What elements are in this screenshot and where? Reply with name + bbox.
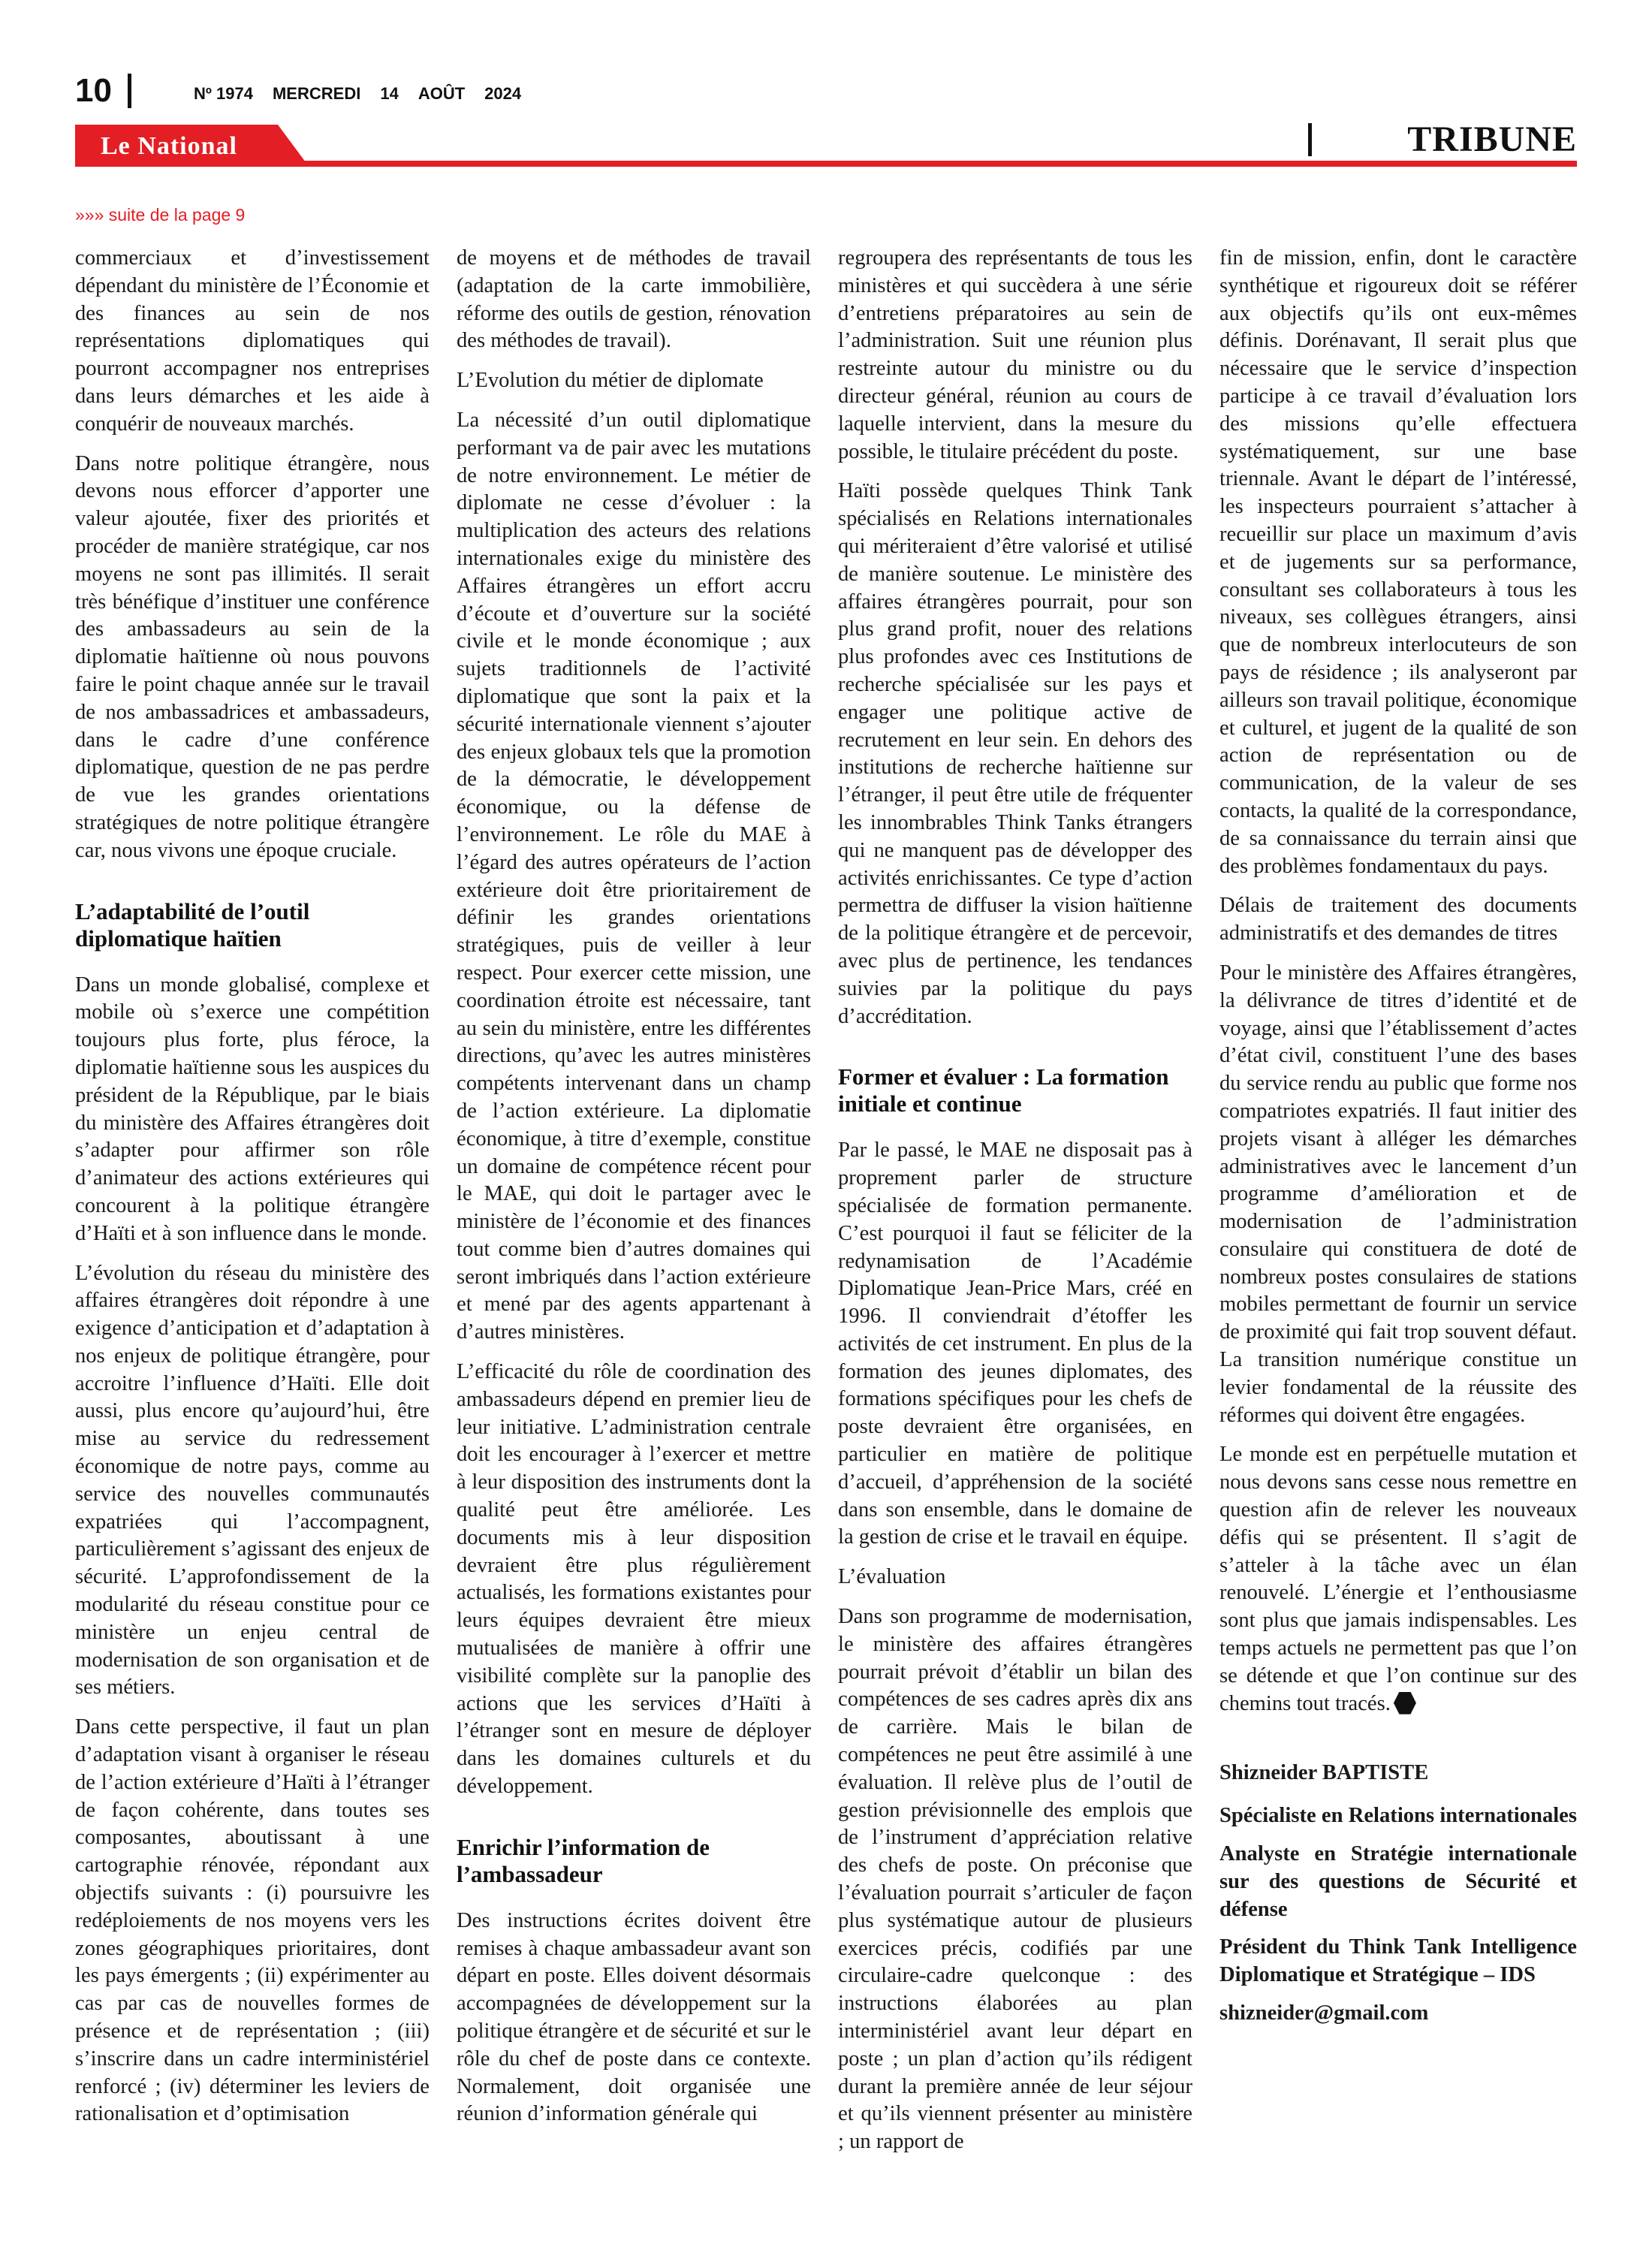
paragraph: Des instructions écrites doivent être remises à chaque ambassadeur avant son départ en poste. Elles doivent désormais accompagnées de développement sur la politique étrangère et de sécurité et sur le rôle du chef de poste dans ce contexte. Normalement, doit organisée une réunion d’information générale qui [457,1908,811,2126]
paragraph: commerciaux et d’investissement dépendant du ministère de l’Économie et des finances au sein de nos représentations diplomatiques qui pourront accompagner nos entreprises dans leurs démarches et les aide à conquérir de nouveaux marchés. [75,246,430,436]
subheading: L’adaptabilité de l’outil diplomatique haïtien [75,897,310,952]
column-3 [838,245,1192,2168]
section-divider [1308,123,1312,156]
paragraph: Dans un monde globalisé, complexe et mobile où s’exerce une compétition toujours plus forte, plus féroce, la diplomatie haïtienne sous les auspices du président de la République, par le biais du ministère des Affaires étrangères doit s’adapter pour affirmer son rôle d’animateur des actions extérieures qui concourent à la politique étrangère d’Haïti et à son influence dans le monde. [75,973,430,1245]
author-email: shizneider@gmail.com [1219,2001,1429,2025]
page-number: 10 [75,72,112,109]
subheading: Former et évaluer : La formation initiale et continue [838,1063,1169,1117]
author-name: Shizneider BAPTISTE [1219,1761,1429,1785]
end-of-article-icon [1394,1692,1416,1715]
issue-line [194,84,541,104]
author-title: Président du Think Tank Intelligence Diplomatique et Stratégique – IDS [1219,1935,1577,1987]
paragraph: Pour le ministère des Affaires étrangères, la délivrance de titres d’identité et de voyage, ainsi que l’établissement d’actes d’état civil, constituent l’une des bases du service rendu au public que forme nos compatriotes expatriés. Il faut initier des projets visant à alléger les démarches administratives avec le lancement d’un programme d’amélioration et de modernisation de l’administration consulaire qui constituera de doté de nombreux postes consulaires de stations mobiles permettant de fournir un service de proximité qui fait trop souvent défaut. La transition numérique constitue un levier fondamental de la réussite des réformes qui doivent être engagées. [1219,961,1577,1427]
issue-number: Nº 1974 [194,84,253,103]
column-2 [457,245,811,2140]
author-title: Analyste en Stratégie internationale sur des questions de Sécurité et défense [1219,1842,1577,1921]
subheading: Enrichir l’information de l’ambassadeur [457,1833,710,1887]
paragraph [1219,1441,1577,1718]
masthead [75,66,1577,179]
paragraph: L’évaluation [838,1565,946,1589]
paragraph: regroupera des représentants de tous les ministères et qui succèdera à une série d’entretiens préparatoires au sein de l’administration. Suit une réunion plus restreinte autour du ministre ou du directeur général, réunion au cours de laquelle intervient, dans la mesure du possible, le titulaire précédent du poste. [838,246,1192,463]
paragraph: Délais de traitement des documents administratifs et des demandes de titres [1219,894,1577,946]
author-title: Spécialiste en Relations internationales [1219,1804,1577,1828]
paragraph: Dans son programme de modernisation, le ministère des affaires étrangères pourrait prévoit d’établir un bilan des compétences de ses cadres après dix ans de carrière. Mais le bilan de compétences ne peut être assimilé à une évaluation. Il relève plus de l’outil de gestion prévisionnelle des emplois que de l’instrument d’appréciation relative des chefs de poste. On préconise que l’évaluation pourrait s’articuler de façon plus systématique autour de plusieurs exercices précis, codifiés par une circulaire-cadre quelconque : des instructions élaborées au plan interministériel avant leur départ en poste ; un plan d’action qu’ils rédigent durant la première année de leur séjour et qu’ils viennent présenter au ministère ; un rapport de [838,1605,1192,2154]
weekday: MERCREDI [272,84,361,103]
day: 14 [380,84,399,103]
paragraph: L’évolution du réseau du ministère des affaires étrangères doit répondre à une exigence d’anticipation et d’adaptation à nos enjeux de politique étrangère, pour accroitre l’influence d’Haïti. Elle doit aussi, plus encore qu’aujourd’hui, être mise au service du redressement économique de notre pays, comme au service des nouvelles communautés expatriées qui l’accompagnent, particulièrement s’agissant des enjeux de sécurité. L’approfondissement de la modularité du réseau constitue pour ce ministère un enjeu central de modernisation de son organisation et de ses métiers. [75,1261,430,1700]
month: AOÛT [418,84,466,103]
closing-text: Le monde est en perpétuelle mutation et nous devons sans cesse nous remettre en question afin de relever les nouveaux défis qui se présentent. Il s’agit de s’atteler à la tâche avec un élan renouvelé. L’énergie et l’enthousiasme sont plus que jamais indispensables. Les temps actuels ne permettent pas que l’on se détende et que l’on continue sur des chemins tout tracés. [1219,1443,1577,1715]
continued-from: »»» suite de la page 9 [75,205,246,225]
paragraph: de moyens et de méthodes de travail (adaptation de la carte immobilière, réforme des outils de gestion, rénovation des méthodes de travail). [457,246,811,353]
column-4 [1219,245,1577,2038]
divider [128,74,131,108]
author-signature [1219,1760,1577,2027]
paragraph: Par le passé, le MAE ne disposait pas à proprement parler de structure spécialisée de formation permanente. C’est pourquoi il faut se féliciter de la redynamisation de l’Académie Diplomatique Jean-Price Mars, créé en 1996. Il conviendrait d’étoffer les activités de cet instrument. En plus de la formation des jeunes diplomates, des formations spécifiques pour les chefs de poste devraient être organisées, en particulier en matière de politique d’accueil, d’appréhension de la société dans son ensemble, dans le domaine de la gestion de crise et le travail en équipe. [838,1139,1192,1549]
brand-logo: Le National [101,132,237,160]
paragraph: L’efficacité du rôle de coordination des ambassadeurs dépend en premier lieu de leur initiative. L’administration centrale doit les encourager à l’exercer et mettre à leur disposition des instruments dont la qualité peut être améliorée. Les documents mis à leur disposition devraient être plus régulièrement actualisés, les formations existantes pour leurs équipes devraient être mieux mutualisées de manière à offrir une visibilité complète sur la panoplie des actions que les services d’Haïti à l’étranger sont en mesure de déployer dans les domaines culturels et du développement. [457,1360,811,1799]
section-title: TRIBUNE [1407,119,1577,159]
year: 2024 [484,84,522,103]
column-1 [75,245,430,2140]
paragraph: Haïti possède quelques Think Tank spécialisés en Relations internationales qui mériteraient d’être valorisé et utilisé de manière soutenue. Le ministère des affaires étrangères pourrait, pour son plus grand profit, nouer des relations plus profondes avec ces Institutions de recherche spécialisée sur les pays et engager une politique active de recrutement en leur sein. En dehors des institutions de recherche haïtienne sur l’étranger, il peut être utile de fréquenter les innombrables Think Tanks étrangers qui ne manquent pas de développer des activités enrichissantes. Ce type d’action permettra de diffuser la vision haïtienne de la politique étrangère et de percevoir, avec plus de pertinence, les tendances suivies par la politique du pays d’accréditation. [838,479,1192,1028]
paragraph: fin de mission, enfin, dont le caractère synthétique et rigoureux doit se référer aux objectifs qu’ils ont eux-mêmes définis. Dorénavant, Il serait plus que nécessaire que le service d’inspection participe à ce travail d’évaluation lors des missions qu’elle effectuera systématiquement, sur une base triennale. Avant le départ de l’intéressé, les inspecteurs pourraient s’attacher à recueillir sur place un maximum d’avis et de jugements sur sa performance, consultant ses collaborateurs à tous les niveaux, ses collègues étrangers, ainsi que de nombreux interlocuteurs de son pays de résidence ; ils analyseront par ailleurs son travail politique, économique et culturel, et jugent de la qualité de son action de représentation ou de communication, de la valeur de ses contacts, la qualité de la correspondance, de sa connaissance du terrain ainsi que des problèmes fondamentaux du pays. [1219,246,1577,878]
paragraph: Dans cette perspective, il faut un plan d’adaptation visant à organiser le réseau de l’action extérieure d’Haïti à l’étranger de façon cohérente, dans toutes ses composantes, aboutissant à une cartographie rénovée, répondant aux objectifs suivants : (i) poursuivre les redéploiements de nos moyens vers les zones géographiques prioritaires, dont les pays émergents ; (ii) expérimenter au cas par cas de nouvelles formes de présence et de représentation ; (iii) s’inscrire dans un cadre interministériel renforcé ; (iv) déterminer les leviers de rationalisation et d’optimisation [75,1715,430,2126]
paragraph: L’Evolution du métier de diplomate [457,369,764,393]
paragraph: Dans notre politique étrangère, nous devons nous efforcer d’apporter une valeur ajoutée, fixer des priorités et procéder de manière stratégique, car nos moyens ne sont pas illimités. Il serait très bénéfique d’instituer une conférence des ambassadeurs au sein de la diplomatie haïtienne où nous pouvons faire le point chaque année sur le travail de nos ambassadrices et ambassadeurs, dans le cadre d’une conférence diplomatique, question de ne pas perdre de vue les grandes orientations stratégiques de notre politique étrangère car, nous vivons une époque cruciale. [75,451,430,862]
paragraph: La nécessité d’un outil diplomatique performant va de pair avec les mutations de notre environnement. Le métier de diplomate ne cesse d’évoluer : la multiplication des acteurs des relations internationales exige du ministère des Affaires étrangères un effort accru d’écoute et d’ouverture sur la société civile et le monde économique ; aux sujets traditionnels de l’activité diplomatique que sont la paix et la sécurité internationale viennent s’ajouter des enjeux globaux tels que la promotion de la démocratie, le développement économique, ou la défense de l’environnement. Le rôle du MAE à l’égard des autres opérateurs de l’action extérieure doit être prioritairement de définir les grandes orientations stratégiques, puis de veiller à leur respect. Pour exercer cette mission, une coordination étroite est nécessaire, tant au sein du ministère, entre les différentes directions, qu’avec les autres ministères compétents intervenant dans un champ de l’action extérieure. La diplomatie économique, à titre d’exemple, constitue un domaine de compétence récent pour le MAE, qui doit le partager avec le ministère de l’économie et des finances tout comme bien d’autres domaines qui seront imbriqués dans l’action extérieure et mené par des agents appartenant à d’autres ministères. [457,408,811,1344]
